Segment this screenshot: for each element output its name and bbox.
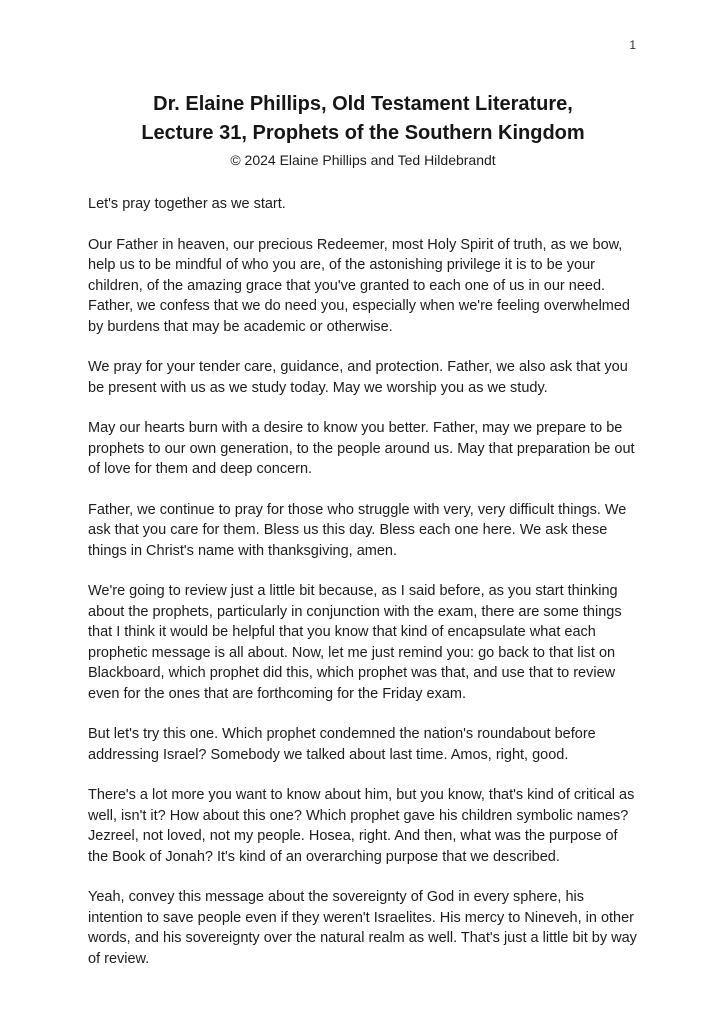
- paragraph: Father, we continue to pray for those who struggle with very, very difficult things. We ask that you care for them. Bless us this day. Bless each one here. We ask these things in Christ's name with thanksgiving, amen.: [88, 501, 627, 559]
- document-body: [88, 194, 638, 969]
- paragraph: But let's try this one. Which prophet condemned the nation's roundabout before addressing Israel? Somebody we talked about last time. Amos, right, good.: [88, 726, 596, 763]
- paragraph: We're going to review just a little bit because, as I said before, as you start thinking about the prophets, particularly in conjunction with the exam, there are some things that I think it would be helpful that you know that kind of encapsulate what each prophetic message is all about. Now, let me just remind you: go back to that list on Blackboard, which prophet did this, which prophet was that, and use that to review even for the ones that are forthcoming for the Friday exam.: [88, 583, 622, 702]
- page-number: 1: [629, 38, 636, 52]
- document-title-line-2: Lecture 31, Prophets of the Southern Kingdom: [141, 122, 585, 144]
- paragraph: Our Father in heaven, our precious Redeemer, most Holy Spirit of truth, as we bow, help us to be mindful of who you are, of the astonishing privilege it is to be your children, of the amazing grace that you've granted to each one of us in our need. Father, we confess that we do need you, especially when we're feeling overwhelmed by burdens that may be academic or otherwise.: [88, 236, 630, 335]
- document-title: [88, 90, 638, 148]
- paragraph: We pray for your tender care, guidance, and protection. Father, we also ask that you be present with us as we study today. May we worship you as we study.: [88, 359, 628, 396]
- paragraph: May our hearts burn with a desire to know you better. Father, may we prepare to be prophets to our own generation, to the people around us. May that preparation be out of love for them and deep concern.: [88, 420, 635, 477]
- document-title-line-1: Dr. Elaine Phillips, Old Testament Literature,: [153, 93, 573, 115]
- paragraph: Yeah, convey this message about the sovereignty of God in every sphere, his intention to save people even if they weren't Israelites. His mercy to Nineveh, in other words, and his sovereignty over the natural realm as well. That's just a little bit by way of review.: [88, 889, 637, 967]
- paragraph: There's a lot more you want to know about him, but you know, that's kind of critical as well, isn't it? How about this one? Which prophet gave his children symbolic names? Jezreel, not loved, not my people. Hosea, right. And then, what was the purpose of the Book of Jonah? It's kind of an overarching purpose that we described.: [88, 787, 635, 865]
- paragraph: Let's pray together as we start.: [88, 196, 286, 212]
- copyright-line: © 2024 Elaine Phillips and Ted Hildebrandt: [230, 152, 496, 168]
